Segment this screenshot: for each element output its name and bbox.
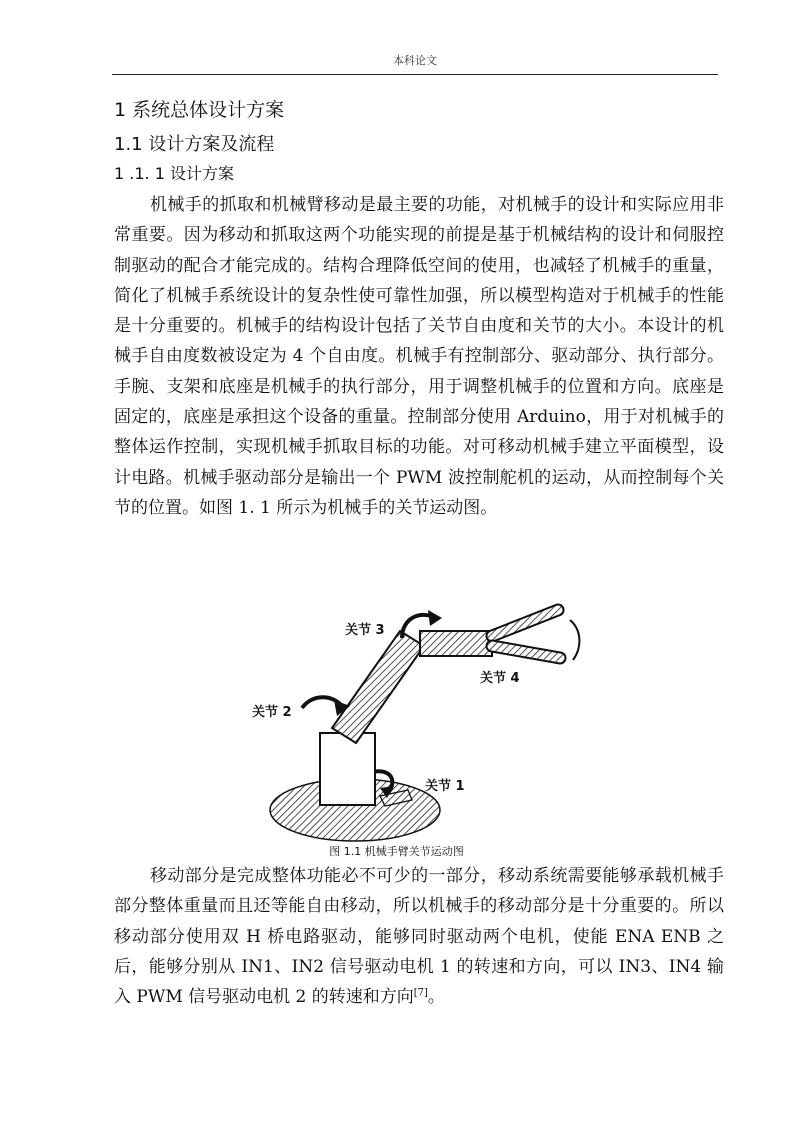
joint1-label: 关节 1 [425,779,465,794]
paragraph-2-text: 移动部分是完成整体功能必不可少的一部分，移动系统需要能够承载机械手部分整体重量而且还等能自由移动，所以机械手的移动部分是十分重要的。所以移动部分使用双 H 桥电路驱动，能够同时驱动两个电机，使能 ENA ENB 之后，能够分别从 IN1、IN2 信号驱动电机 1 的转速和方向，可以 IN3、IN4 输入 PWM 信号驱动电机 2 的转速和方向 [114,866,724,1008]
vertical-support [320,733,375,805]
citation-ref[interactable]: [7] [413,987,428,999]
chapter-heading: 1 系统总体设计方案 [114,99,285,121]
joint3-arrowhead [428,610,442,626]
forearm [420,631,492,656]
subsection-heading: 1 .1. 1 设计方案 [114,164,234,183]
body-paragraph-2 [114,861,724,1012]
gripper-finger-upper-fill [492,610,558,636]
gripper-finger-lower-fill [492,646,560,658]
joint2-label: 关节 2 [252,705,292,720]
figure-caption: 图 1.1 机械手臂关节运动图 [329,845,464,858]
gripper-motion-arc [570,620,579,660]
page-header: 本科论文 [112,52,718,75]
joint3-label: 关节 3 [345,623,385,638]
upper-arm [332,631,424,743]
section-heading: 1.1 设计方案及流程 [114,134,275,155]
paragraph-2-end: 。 [427,987,445,1008]
robot-arm-joint-figure [240,588,590,848]
body-paragraph-1: 机械手的抓取和机械臂移动是最主要的功能，对机械手的设计和实际应用非常重要。因为移动和抓取这两个功能实现的前提是基于机械结构的设计和伺服控制驱动的配合才能完成的。结构合理降低空间的使用，也减轻了机械手的重量，简化了机械手系统设计的复杂性使可靠性加强，所以模型构造对于机械手的性能是十分重要的。机械手的结构设计包括了关节自由度和关节的大小。本设计的机械手自由度数被设定为 4 个自由度。机械手有控制部分、驱动部分、执行部分。手腕、支架和底座是机械手的执行部分，用于调整机械手的位置和方向。底座是固定的，底座是承担这个设备的重量。控制部分使用 Arduino，用于对机械手的整体运作控制，实现机械手抓取目标的功能。对可移动机械手建立平面模型，设计电路。机械手驱动部分是输出一个 PWM 波控制舵机的运动，从而控制每个关节的位置。如图 1. 1 所示为机械手的关节运动图。 [114,195,724,518]
joint4-label: 关节 4 [480,671,520,686]
